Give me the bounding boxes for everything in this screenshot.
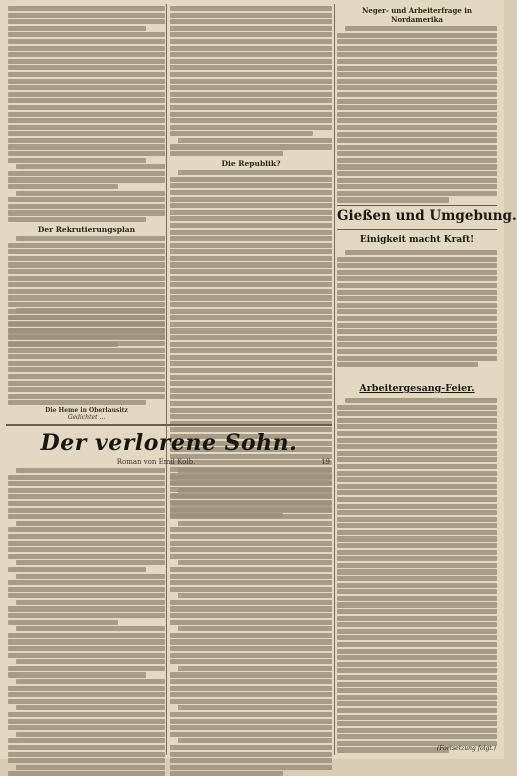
rule-above-giessen <box>337 205 497 206</box>
serial-byline: Roman von Emil Kolb. <box>116 458 196 466</box>
einigkeit-subheading: Einigkeit macht Kraft! <box>359 235 475 245</box>
arbeitergesang-subheading: Arbeitergesang-Feier. <box>359 383 475 394</box>
poem-title: Die Heme in Oberlausitz <box>45 407 128 415</box>
column-rule-left <box>166 4 167 755</box>
section-heading-republik: Die Republik? <box>221 159 281 169</box>
column-3-upper <box>337 6 497 206</box>
serial-title: Der verlorene Sohn. <box>40 430 298 456</box>
heading-negerfrage: Neger- und Arbeiterfrage in Nordamerika <box>361 6 472 24</box>
feuilleton-rule <box>6 424 332 426</box>
column-3-einigkeit <box>337 250 497 378</box>
rule-below-giessen <box>337 229 497 230</box>
column-2-serial <box>170 468 332 753</box>
section-heading-rekrutierung: Der Rekrutierungsplan <box>37 225 136 235</box>
poem-credit: Gedichtet ... <box>67 414 106 422</box>
column-1-serial <box>8 468 165 753</box>
column-1-poem <box>8 308 165 420</box>
serial-installment: 19 <box>321 458 330 466</box>
continued-note: (Fortsetzung folgt.) <box>437 745 496 752</box>
column-rule-right <box>334 4 335 755</box>
giessen-heading: Gießen und Umgebung. <box>337 208 517 224</box>
column-2-upper <box>170 6 332 418</box>
column-1-upper <box>8 6 165 308</box>
column-3-lower <box>337 398 497 753</box>
